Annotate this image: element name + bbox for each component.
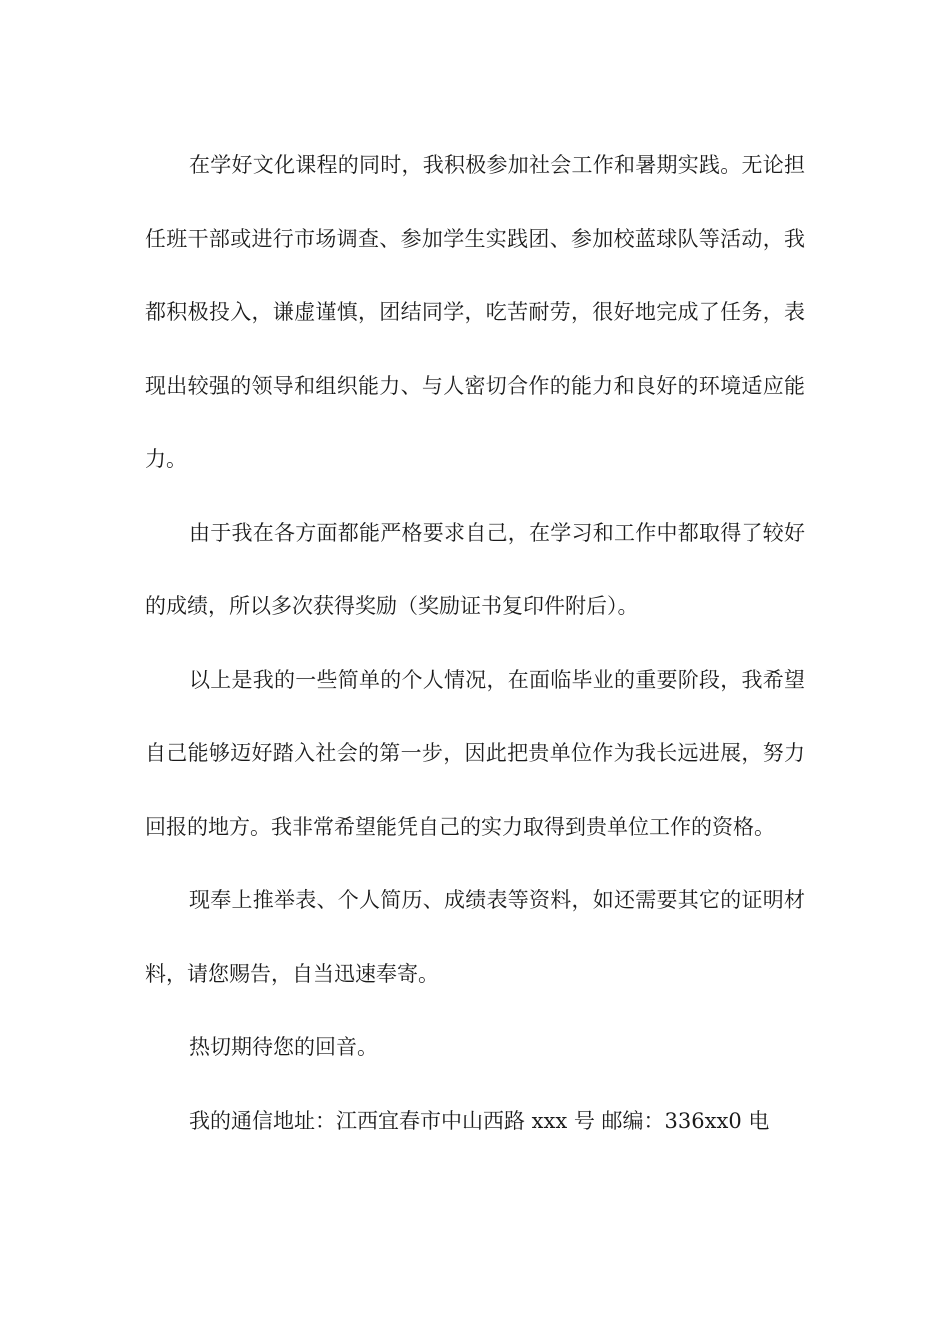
paragraph-achievements: 由于我在各方面都能严格要求自己，在学习和工作中都取得了较好的成绩，所以多次获得奖励（奖励证书复印件附后）。 <box>145 520 805 618</box>
paragraph-address: 我的通信地址：江西宜春市中山西路 xxx 号 邮编：336xx0 电 <box>189 1108 770 1133</box>
paragraph-closing: 热切期待您的回音。 <box>189 1035 378 1059</box>
paragraph-activities: 在学好文化课程的同时，我积极参加社会工作和暑期实践。无论担任班干部或进行市场调查、参加学生实践团、参加校蓝球队等活动，我都积极投入，谦虚谨慎，团结同学，吃苦耐劳，很好地完成了任务，表现出较强的领导和组织能力、与人密切合作的能力和良好的环境适应能力。 <box>145 153 805 471</box>
letter-body <box>145 129 805 1158</box>
paragraph-aspirations: 以上是我的一些简单的个人情况，在面临毕业的重要阶段，我希望自己能够迈好踏入社会的第一步，因此把贵单位作为我长远进展，努力回报的地方。我非常希望能凭自己的实力取得到贵单位工作的资格。 <box>145 667 805 839</box>
paragraph-materials: 现奉上推举表、个人简历、成绩表等资料，如还需要其它的证明材料，请您赐告，自当迅速奉寄。 <box>145 888 805 986</box>
